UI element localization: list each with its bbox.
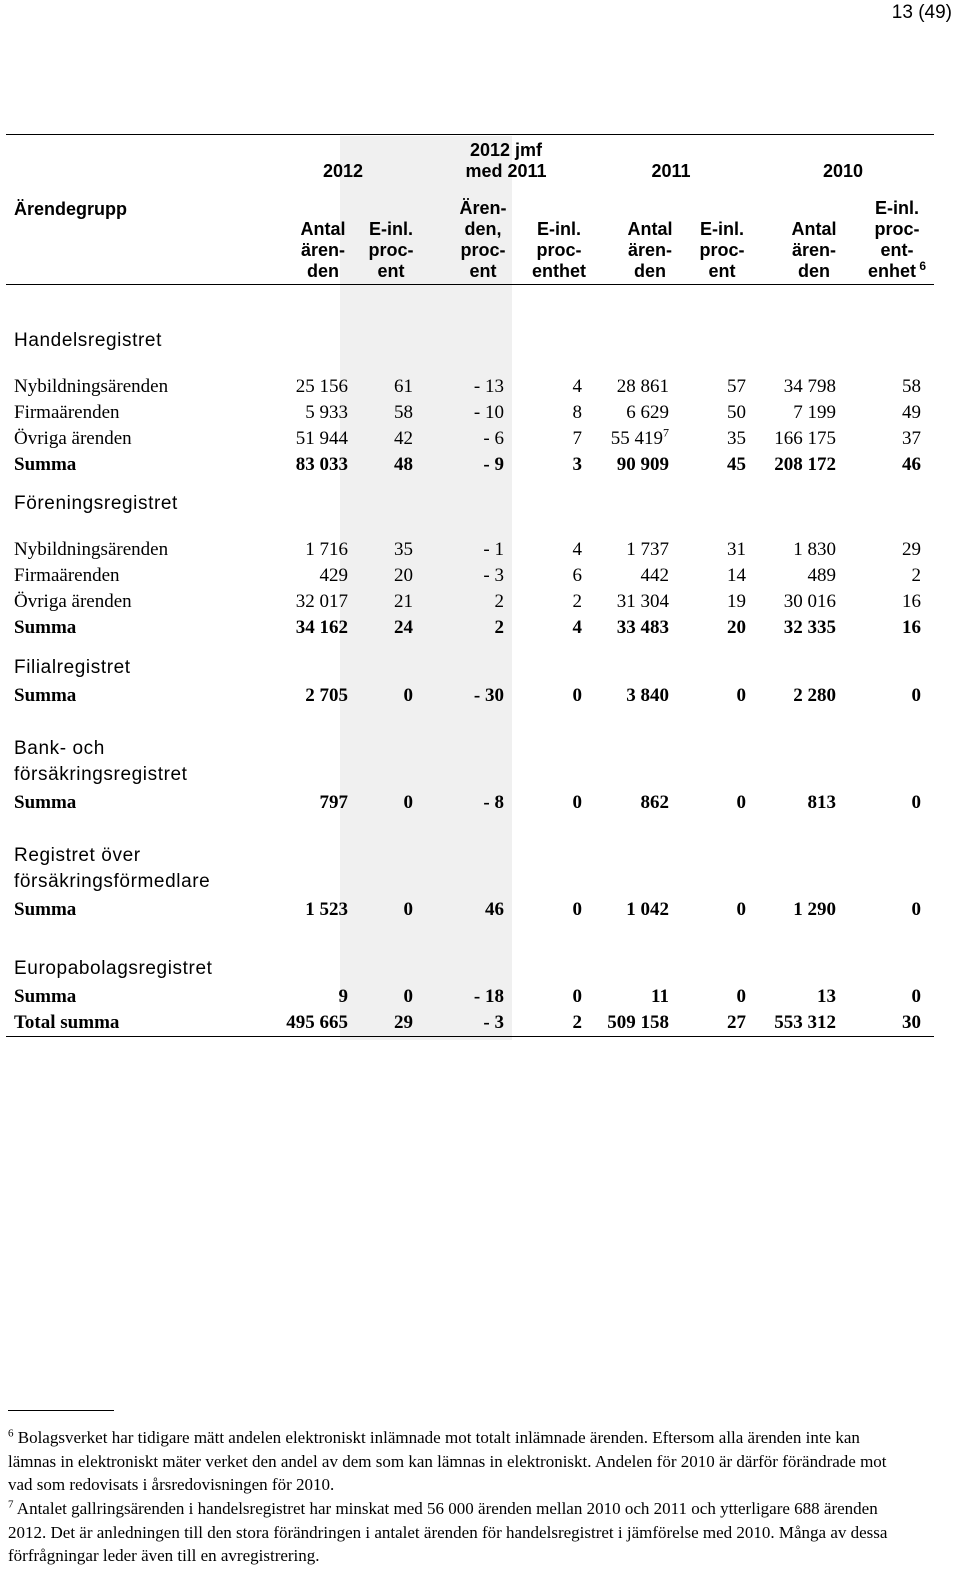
cell-value: 32 017 xyxy=(295,591,348,613)
cell-value: - 3 xyxy=(483,564,504,586)
cell-value: 0 xyxy=(572,792,582,813)
cell-value: 35 xyxy=(727,428,746,450)
cell-value: 20 xyxy=(394,564,413,586)
cell-value: 0 xyxy=(911,899,921,920)
cell-value: 1 523 xyxy=(305,899,348,920)
table-row xyxy=(0,400,960,426)
cell-value: 13 xyxy=(817,985,836,1007)
row-label: Nybildningsärenden xyxy=(14,375,169,397)
row-label: Total summa xyxy=(14,1011,120,1033)
cell-value: 28 861 xyxy=(616,375,669,397)
cell-value: 20 xyxy=(727,617,746,639)
cell-value: 0 xyxy=(911,684,921,706)
cell-value: 1 716 xyxy=(305,538,348,560)
cell-value: 0 xyxy=(572,899,582,920)
footnote xyxy=(8,1497,908,1568)
cell-value: 0 xyxy=(736,985,746,1007)
cell-value: 58 xyxy=(902,375,921,397)
table-row xyxy=(0,563,960,589)
cell-value: 5 933 xyxy=(305,401,348,423)
cell-value: 51 944 xyxy=(295,428,348,450)
cell-value: 0 xyxy=(911,792,921,813)
cell-value: 442 xyxy=(640,564,669,586)
cell-value: 8 xyxy=(572,401,582,423)
cell-value: 6 xyxy=(572,564,582,586)
table-row xyxy=(0,683,960,709)
cell-value: 11 xyxy=(651,985,669,1007)
cell-value: 32 335 xyxy=(783,617,836,639)
table-row xyxy=(0,984,960,1010)
cell-value: 50 xyxy=(727,401,746,423)
column-header-arendegrupp: Ärendegrupp xyxy=(14,199,128,219)
year-header: 2010 xyxy=(822,161,864,181)
cell-value: 0 xyxy=(736,792,746,813)
row-label: Firmaärenden xyxy=(14,401,120,423)
column-header: E-inl. proc- ent xyxy=(368,219,414,281)
cell-value: 2 xyxy=(494,617,504,639)
total-row xyxy=(0,1010,960,1036)
row-label: Nybildningsärenden xyxy=(14,538,169,560)
cell-value: 862 xyxy=(640,792,669,813)
table-row xyxy=(0,897,960,923)
column-header: Antal ären- den xyxy=(791,219,837,281)
column-header: E-inl. proc- enthet xyxy=(532,219,586,281)
year-header: 2011 xyxy=(651,161,691,181)
cell-value: 16 xyxy=(902,617,921,639)
cell-value: 7 xyxy=(572,428,582,450)
cell-value: 57 xyxy=(727,375,746,397)
cell-value: 1 737 xyxy=(626,538,669,560)
section-title: Registret över försäkringsförmedlare xyxy=(14,845,211,892)
cell-value: 1 830 xyxy=(793,538,836,560)
cell-value: 0 xyxy=(403,792,413,813)
cell-value: 2 705 xyxy=(305,684,348,706)
cell-value: 429 xyxy=(319,564,348,586)
cell-value: 49 xyxy=(902,401,921,423)
cell-value: 6 629 xyxy=(626,401,669,423)
section-title: Handelsregistret xyxy=(14,330,162,351)
cell-value: 4 xyxy=(572,375,582,397)
cell-value: 31 304 xyxy=(616,591,669,613)
cell-value: 495 665 xyxy=(286,1011,348,1033)
cell-value: 0 xyxy=(403,985,413,1007)
cell-value: 2 xyxy=(572,1011,582,1033)
cell-value: 4 xyxy=(572,538,582,560)
cell-value: 1 290 xyxy=(793,899,836,920)
footnote-text: Bolagsverket har tidigare mätt andelen elektroniskt inlämnade mot totalt inlämnade ärenden. Eftersom alla ärenden inte kan lämnas in elektroniskt mäter verket den andel av dem som kan lämnas in elektroniskt. Andelen för 2010 är därför förändrade mot vad som redovisats i årsredovisningen för 2010. xyxy=(8,1428,887,1494)
cell-value: 42 xyxy=(394,428,413,450)
cell-value: - 18 xyxy=(473,985,504,1007)
section-title: Europabolagsregistret xyxy=(14,958,213,979)
cell-value: 2 xyxy=(911,564,921,586)
table-row xyxy=(0,452,960,478)
cell-value: 58 xyxy=(394,401,413,423)
column-header: E-inl. proc- ent xyxy=(699,219,745,281)
cell-value: 2 xyxy=(494,591,504,613)
cell-value: 3 840 xyxy=(626,684,669,706)
cell-value: 2 xyxy=(572,591,582,613)
cell-value: 33 483 xyxy=(616,617,669,639)
table-row xyxy=(0,426,960,452)
cell-value: 7 199 xyxy=(793,401,836,423)
cell-value: 48 xyxy=(394,454,413,476)
row-label: Summa xyxy=(14,684,77,706)
cell-value: 0 xyxy=(736,684,746,706)
column-header: Antal ären- den xyxy=(627,219,673,281)
cell-value: 31 xyxy=(727,538,746,560)
table-row xyxy=(0,589,960,615)
cell-value: 0 xyxy=(572,684,582,706)
cell-value: - 6 xyxy=(483,428,504,450)
cell-value: - 13 xyxy=(473,375,504,397)
footnote-number: 6 xyxy=(8,1427,14,1440)
cell-value: 37 xyxy=(902,428,921,450)
cell-value: 27 xyxy=(727,1011,746,1033)
cell-value: 0 xyxy=(403,684,413,706)
cell-value: 0 xyxy=(736,899,746,920)
row-label: Övriga ärenden xyxy=(14,591,132,613)
cell-value: 83 033 xyxy=(295,454,348,476)
cell-value: 30 016 xyxy=(783,591,836,613)
table-bottom-rule xyxy=(6,1036,934,1037)
cell-value: 61 xyxy=(394,375,413,397)
section-title: Föreningsregistret xyxy=(14,493,178,514)
row-label: Firmaärenden xyxy=(14,564,120,586)
cell-value: 16 xyxy=(902,591,921,613)
cell-value: 21 xyxy=(394,591,413,613)
column-header: Ären- den, proc- ent xyxy=(459,198,507,281)
cell-value: 0 xyxy=(403,899,413,920)
cell-value: 34 162 xyxy=(295,617,348,639)
cell-value: 4 xyxy=(572,617,582,639)
footnote-ref: 7 xyxy=(663,425,669,440)
cell-value: 509 158 xyxy=(607,1011,669,1033)
cell-value: 29 xyxy=(902,538,921,560)
section-title: Filialregistret xyxy=(14,657,131,678)
cell-value: 0 xyxy=(572,985,582,1007)
section-title: Bank- och försäkringsregistret xyxy=(14,738,188,785)
footnote-text: Antalet gallringsärenden i handelsregistret har minskat med 56 000 ärenden mellan 2010 och 2011 och ytterligare 688 ärenden 2012. Det är anledningen till den stora förändringen i antalet ärenden för handelsregistret i jämförelse med 2010. Många av dessa förfrågningar leder även till en avregistrering. xyxy=(8,1499,888,1565)
cell-value: 55 $419^7$ xyxy=(610,425,669,450)
cell-value: 2 280 xyxy=(793,684,836,706)
cell-value: 46 xyxy=(485,899,504,920)
table-row xyxy=(0,615,960,641)
cell-value: 3 xyxy=(572,454,582,476)
cell-value: 34 798 xyxy=(783,375,836,397)
footnote-number: 7 xyxy=(8,1498,14,1511)
cell-value: - 1 xyxy=(483,538,504,560)
cell-value: - 10 xyxy=(473,401,504,423)
table-row xyxy=(0,790,960,816)
cell-value: 45 xyxy=(727,454,746,476)
column-header: Antal ären- den xyxy=(300,219,346,281)
header-bottom-rule xyxy=(6,284,934,285)
year-header: 2012 jmf med 2011 xyxy=(465,140,547,181)
table-row xyxy=(0,374,960,400)
footnote-separator xyxy=(8,1410,114,1411)
page-number: 13 (49) xyxy=(891,2,952,23)
row-label: Övriga ärenden xyxy=(14,428,132,450)
footnote xyxy=(8,1426,908,1497)
cell-value: 24 xyxy=(394,617,413,639)
table-top-rule xyxy=(6,134,934,135)
cell-value: 9 xyxy=(338,985,348,1007)
cell-value: 90 909 xyxy=(616,454,669,476)
cell-value: 489 xyxy=(807,564,836,586)
table-row xyxy=(0,537,960,563)
row-label: Summa xyxy=(14,985,77,1007)
cell-value: 553 312 xyxy=(774,1011,836,1033)
year-header: 2012 xyxy=(322,161,364,181)
footnote-ref: 6 xyxy=(916,259,927,273)
cell-value: - 8 xyxy=(483,792,504,813)
cell-value: 797 xyxy=(319,792,348,813)
row-label: Summa xyxy=(14,792,77,813)
cell-value: 19 xyxy=(727,591,746,613)
cell-value: 35 xyxy=(394,538,413,560)
row-label: Summa xyxy=(14,617,77,639)
cell-value: 166 175 xyxy=(774,428,836,450)
column-header: E-inl. proc- ent- enhet $^6$ xyxy=(867,198,927,281)
cell-value: 29 xyxy=(394,1011,413,1033)
cell-value: 208 172 xyxy=(774,454,836,476)
cell-value: 30 xyxy=(902,1011,921,1033)
cell-value: 1 042 xyxy=(626,899,669,920)
cell-value: - 3 xyxy=(483,1011,504,1033)
cell-value: 813 xyxy=(807,792,836,813)
cell-value: 25 156 xyxy=(295,375,348,397)
row-label: Summa xyxy=(14,899,77,920)
row-label: Summa xyxy=(14,454,77,476)
cell-value: - 30 xyxy=(473,684,504,706)
cell-value: - 9 xyxy=(483,454,504,476)
cell-value: 46 xyxy=(902,454,921,476)
cell-value: 14 xyxy=(727,564,746,586)
cell-value: 0 xyxy=(911,985,921,1007)
